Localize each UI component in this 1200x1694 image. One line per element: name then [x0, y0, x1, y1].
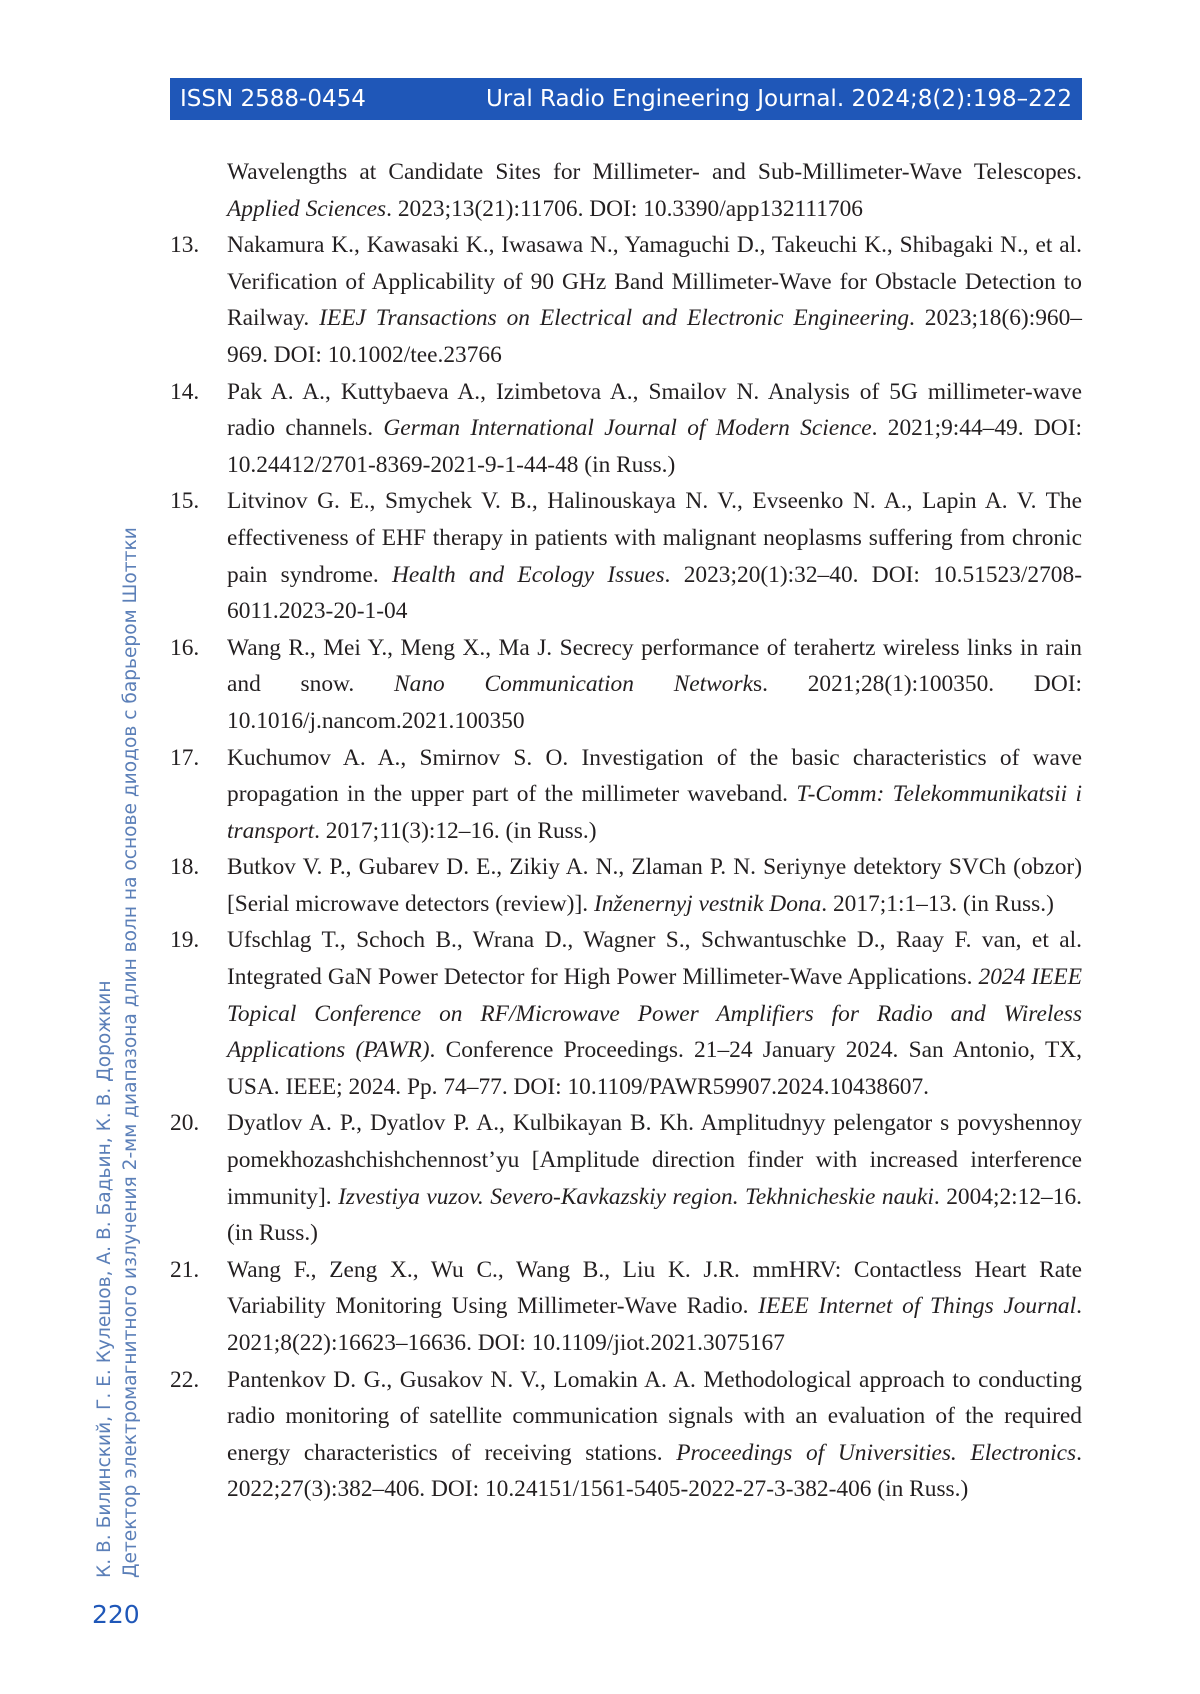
reference-number: 21. [170, 1256, 200, 1283]
reference-details: . 2023;20(1):32–40. DOI: 10.51523/2708-6011.2023-20-1-04 [227, 561, 1082, 625]
reference-details: . 2004;2:12–16. (in Russ.) [227, 1183, 1082, 1247]
reference-text: Kuchumov A. A., Smirnov S. O. Investigation of the basic characteristics of wave propagation in the upper part of the millimeter waveband. [227, 744, 1082, 808]
reference-text: Butkov V. P., Gubarev D. E., Zikiy A. N., Zlaman P. N. Seriynye detektory SVCh (obzor) [Serial microwave detectors (review)]. [227, 854, 1082, 917]
reference-source: Applied Sciences [227, 195, 387, 222]
reference-text: Nakamura K., Kawasaki K., Iwasawa N., Yamaguchi D., Takeuchi K., Shibagaki N., et al. Verification of Applicability of 90 GHz Band Millimeter-Wave for Obstacle Detection to Railway. [227, 232, 1082, 332]
reference-details: . Conference Proceedings. 21–24 January 2024. San Antonio, TX, USA. IEEE; 2024. Pp. 74–77. DOI: 10.1109/PAWR59907.2024.10438607. [227, 1037, 1082, 1100]
reference-text: Wavelengths at Candidate Sites for Millimeter- and Sub-Millimeter-Wave Telescopes. [227, 159, 1082, 185]
reference-item [170, 1362, 1082, 1508]
reference-number: 14. [170, 378, 200, 405]
reference-item [170, 483, 1082, 629]
issn-label: ISSN 2588-0454 [180, 86, 366, 112]
reference-item [170, 374, 1082, 484]
reference-text: Wang R., Mei Y., Meng X., Ma J. Secrecy performance of terahertz wireless links in rain and snow. [227, 634, 1082, 698]
reference-source: Proceedings of Universities. Electronics [676, 1439, 1077, 1466]
reference-details: . 2021;8(22):16623–16636. DOI: 10.1109/jiot.2021.3075167 [227, 1293, 1082, 1356]
reference-text: Ufschlag T., Schoch B., Wrana D., Wagner S., Schwantuschke D., Raay F. van, et al. Integrated GaN Power Detector for High Power Millimeter-Wave Applications. [227, 927, 1082, 991]
reference-number: 18. [170, 854, 200, 881]
reference-details: . 2017;1:1–13. (in Russ.) [821, 890, 1054, 917]
reference-item [170, 1105, 1082, 1251]
reference-text: Pantenkov D. G., Gusakov N. V., Lomakin A. A. Methodological approach to conducting radio monitoring of satellite communication signals with an evaluation of the required energy characteristics of receiving stations. [227, 1366, 1082, 1466]
reference-source: Izvestiya vuzov. Severo-Kavkazskiy region. Tekhnicheskie nauki [338, 1183, 934, 1210]
reference-number: 20. [170, 1110, 200, 1137]
reference-details: . 2023;18(6):960–969. DOI: 10.1002/tee.23766 [227, 305, 1082, 368]
journal-header [170, 78, 1082, 120]
reference-details: . 2022;27(3):382–406. DOI: 10.24151/1561-5405-2022-27-3-382-406 (in Russ.) [227, 1439, 1082, 1503]
reference-details: s. 2021;28(1):100350. DOI: 10.1016/j.nancom.2021.100350 [227, 671, 1082, 734]
reference-source: 2024 IEEE Topical Conference on RF/Microwave Power Amplifiers for Radio and Wireless Applications (PAWR) [227, 964, 1082, 1064]
reference-item [170, 922, 1082, 1105]
reference-source: IEEE Internet of Things Journal [758, 1293, 1077, 1320]
reference-list [170, 154, 1082, 1508]
reference-source: T-Comm: Telekommunikatsii i transport [227, 781, 1082, 844]
reference-details: . 2023;13(21):11706. DOI: 10.3390/app132111706 [386, 195, 863, 222]
reference-item [170, 227, 1082, 373]
reference-number: 15. [170, 488, 200, 515]
reference-item [170, 1252, 1082, 1362]
reference-text: Litvinov G. E., Smychek V. B., Halinouskaya N. V., Evseenko N. A., Lapin A. V. The effectiveness of EHF therapy in patients with malignant neoplasms suffering from chronic pain syndrome. [227, 488, 1082, 588]
reference-source: German International Journal of Modern Science [383, 415, 872, 442]
reference-source: Inženernyj vestnik Dona [593, 890, 822, 917]
running-sidebar [92, 518, 144, 1578]
reference-source: Health and Ecology Issues [392, 561, 665, 588]
reference-item [170, 154, 1082, 227]
reference-number: 17. [170, 744, 200, 771]
reference-text: Pak A. A., Kuttybaeva A., Izimbetova A., Smailov N. Analysis of 5G millimeter-wave radio channels. [227, 378, 1082, 442]
reference-text: Wang F., Zeng X., Wu C., Wang B., Liu K. J.R. mmHRV: Contactless Heart Rate Variability Monitoring Using Millimeter-Wave Radio. [227, 1256, 1082, 1320]
reference-item [170, 630, 1082, 740]
journal-citation: Ural Radio Engineering Journal. 2024;8(2):198–222 [485, 86, 1072, 112]
sidebar-article-title: Детектор электромагнитного излучения 2-мм диапазона длин волн на основе диодов с барьером Шоттки [120, 527, 141, 1578]
reference-item [170, 849, 1082, 922]
reference-item [170, 740, 1082, 850]
page-number: 220 [92, 1600, 140, 1629]
reference-number: 22. [170, 1366, 200, 1393]
reference-source: IEEJ Transactions on Electrical and Electronic Engineering [319, 305, 910, 332]
reference-number: 19. [170, 927, 200, 954]
reference-text: Dyatlov A. P., Dyatlov P. A., Kulbikayan B. Kh. Amplitudnyy pelengator s povyshennoy pomekhozashchishchennost’yu [Amplitude direction finder with increased interference immunity]. [227, 1110, 1082, 1210]
reference-source: Nano Communication Network [394, 671, 753, 698]
sidebar-authors: К. В. Билинский, Г. Е. Кулешов, А. В. Бадьин, К. В. Дорожкин [94, 980, 115, 1578]
reference-number: 13. [170, 232, 200, 259]
reference-number: 16. [170, 634, 200, 661]
reference-details: . 2021;9:44–49. DOI: 10.24412/2701-8369-2021-9-1-44-48 (in Russ.) [227, 415, 1082, 478]
reference-details: . 2017;11(3):12–16. (in Russ.) [314, 817, 597, 844]
